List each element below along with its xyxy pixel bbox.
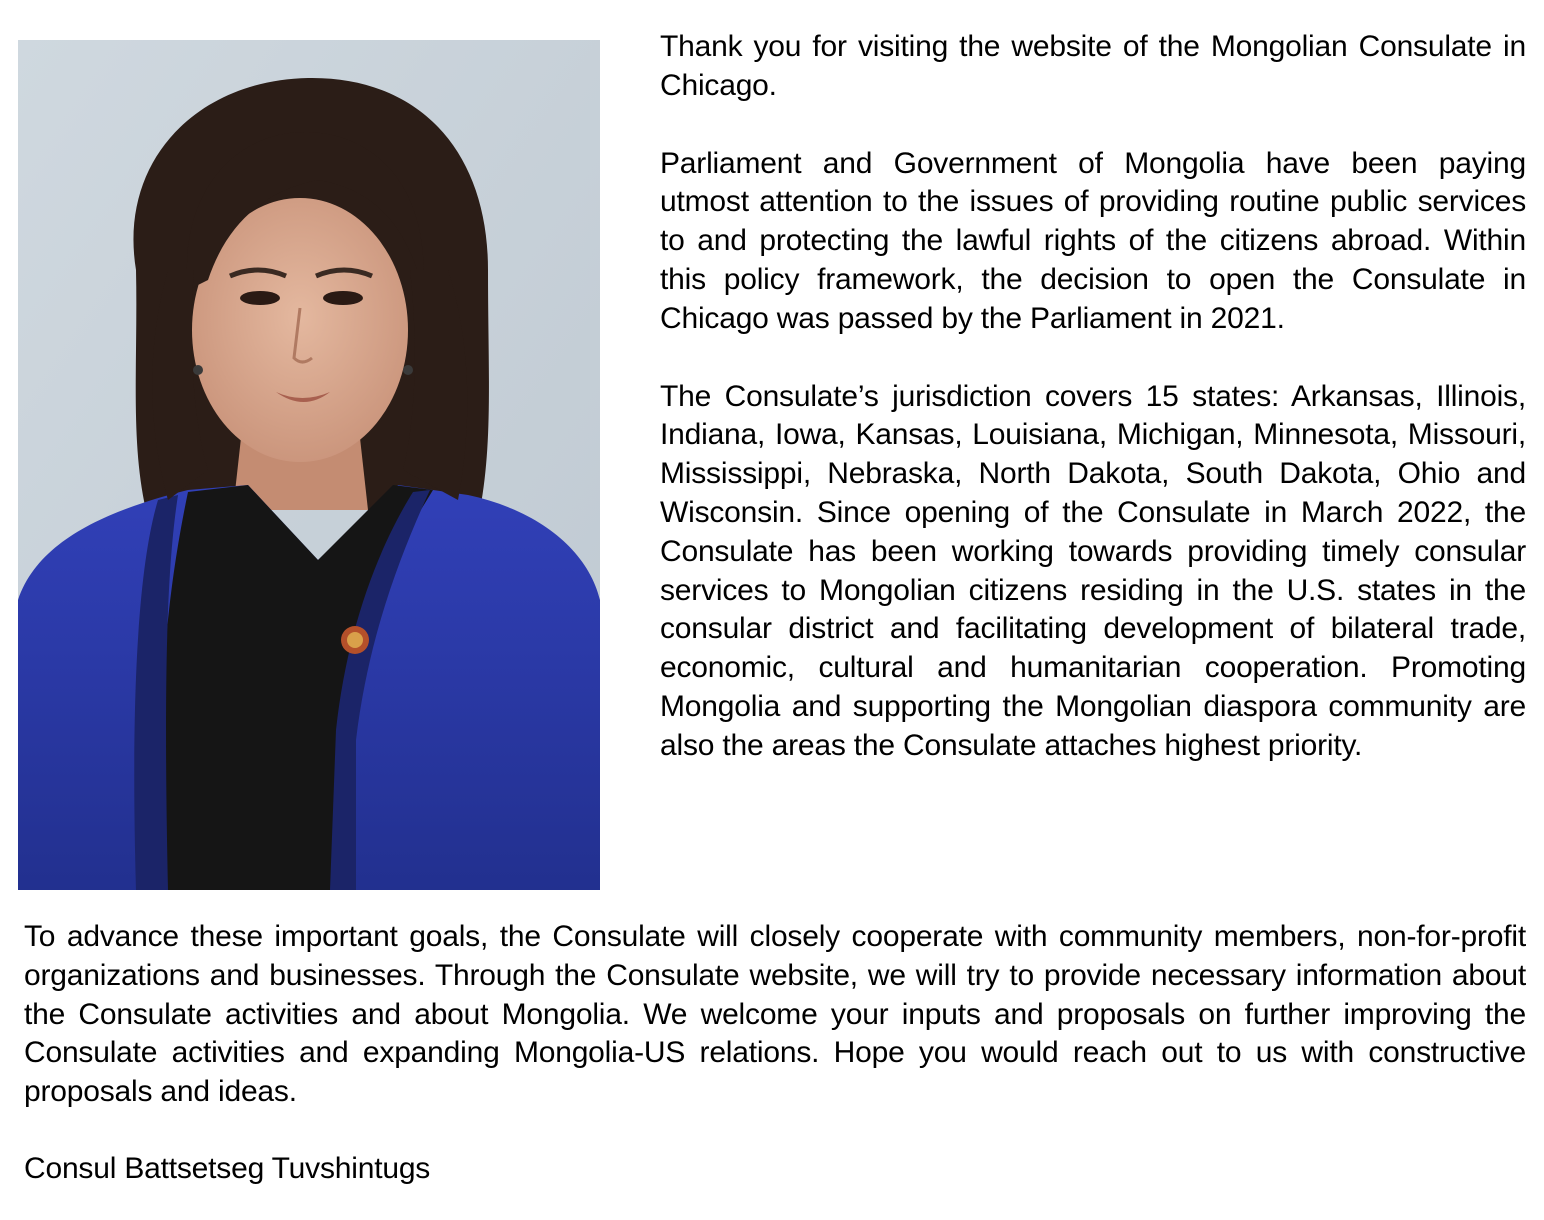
right-eye — [323, 291, 363, 305]
lapel-pin-center — [347, 632, 363, 648]
intro-paragraph-policy: Parliament and Government of Mongolia have been paying utmost attention to the issues of providing routine public services to and protecting the lawful rights of the citizens abroad. Within this policy framework, the decision to open the Consulate in Chicago was passed by the Parliament in 2021. — [660, 146, 1526, 335]
earring-left — [193, 365, 203, 375]
signature: Consul Battsetseg Tuvshintugs — [24, 1151, 431, 1185]
intro-text — [660, 28, 1526, 805]
closing-paragraph: To advance these important goals, the Consulate will closely cooperate with community members, non-for-profit organizations and businesses. Through the Consulate website, we will try to provide necessary information about the Consulate activities and about Mongolia. We welcome your inputs and proposals on further improving the Consulate activities and expanding Mongolia-US relations. Hope you would reach out to us with constructive proposals and ideas. — [24, 920, 1526, 1109]
earring-right — [403, 365, 413, 375]
left-eye — [240, 291, 280, 305]
closing-text — [24, 918, 1526, 1189]
intro-paragraph-jurisdiction: The Consulate’s jurisdiction covers 15 states: Arkansas, Illinois, Indiana, Iowa, Kansas, Louisiana, Michigan, Minnesota, Missouri, Mississippi, Nebraska, North Dakota, South Dakota, Ohio and Wisconsin. Since opening of the Consulate in March 2022, the Consulate has been working towards providing timely consular services to Mongolian citizens residing in the U.S. states in the consular district and facilitating development of bilateral trade, economic, cultural and humanitarian cooperation. Promoting Mongolia and supporting the Mongolian diaspora community are also the areas the Consulate attaches highest priority. — [660, 379, 1526, 762]
portrait-illustration — [18, 40, 600, 890]
intro-paragraph-welcome: Thank you for visiting the website of the Mongolian Consulate in Chicago. — [660, 30, 1526, 102]
consul-portrait — [18, 40, 600, 890]
